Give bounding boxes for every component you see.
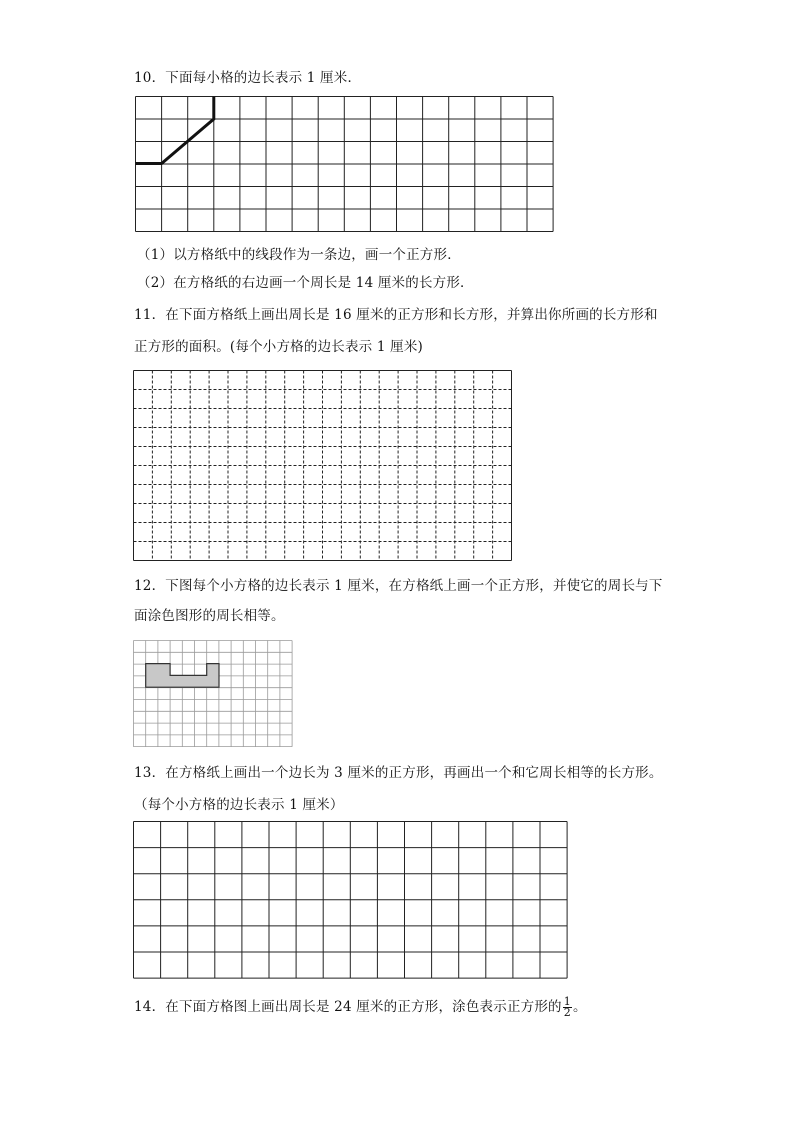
- q14-fraction: [563, 997, 572, 1018]
- q10-sub2: （2）在方格纸的右边画一个周长是 14 厘米的长方形．: [137, 275, 474, 291]
- q10-grid: [135, 96, 557, 233]
- grid-lines: [136, 97, 554, 232]
- q12-grid-with-shape: [133, 640, 294, 747]
- q12-stem-line2: 面涂色图形的周长相等。: [134, 608, 285, 624]
- q12-stem-line1: 12．下图每个小方格的边长表示 1 厘米，在方格纸上画一个正方形，并使它的周长与下: [134, 578, 663, 594]
- q11-dashed-grid: [133, 370, 513, 561]
- q13-stem-line2: （每个小方格的边长表示 1 厘米）: [134, 797, 344, 813]
- q14-stem-end: 。: [572, 999, 587, 1015]
- q14-stem: [134, 997, 587, 1018]
- q10-given-segment: [136, 97, 214, 164]
- q11-stem-line1: 11．在下面方格纸上画出周长是 16 厘米的正方形和长方形，并算出你所画的长方形和: [134, 307, 658, 323]
- q10-sub1: （1）以方格纸中的线段作为一条边，画一个正方形．: [137, 247, 461, 263]
- q14-frac-den: 2: [563, 1006, 571, 1019]
- grid-lines: [134, 822, 568, 979]
- q11-stem-line2: 正方形的面积。(每个小方格的边长表示 1 厘米): [134, 339, 424, 355]
- grid-lines: [134, 641, 293, 747]
- q14-stem-text: 14．在下面方格图上画出周长是 24 厘米的正方形，涂色表示正方形的: [134, 999, 562, 1015]
- q14-frac-num: 1: [563, 995, 571, 1008]
- q13-stem-line1: 13．在方格纸上画出一个边长为 3 厘米的正方形，再画出一个和它周长相等的长方形。: [134, 765, 663, 781]
- grid-lines: [134, 371, 512, 561]
- q10-stem: 10．下面每小格的边长表示 1 厘米．: [134, 70, 362, 86]
- q13-grid: [133, 821, 569, 980]
